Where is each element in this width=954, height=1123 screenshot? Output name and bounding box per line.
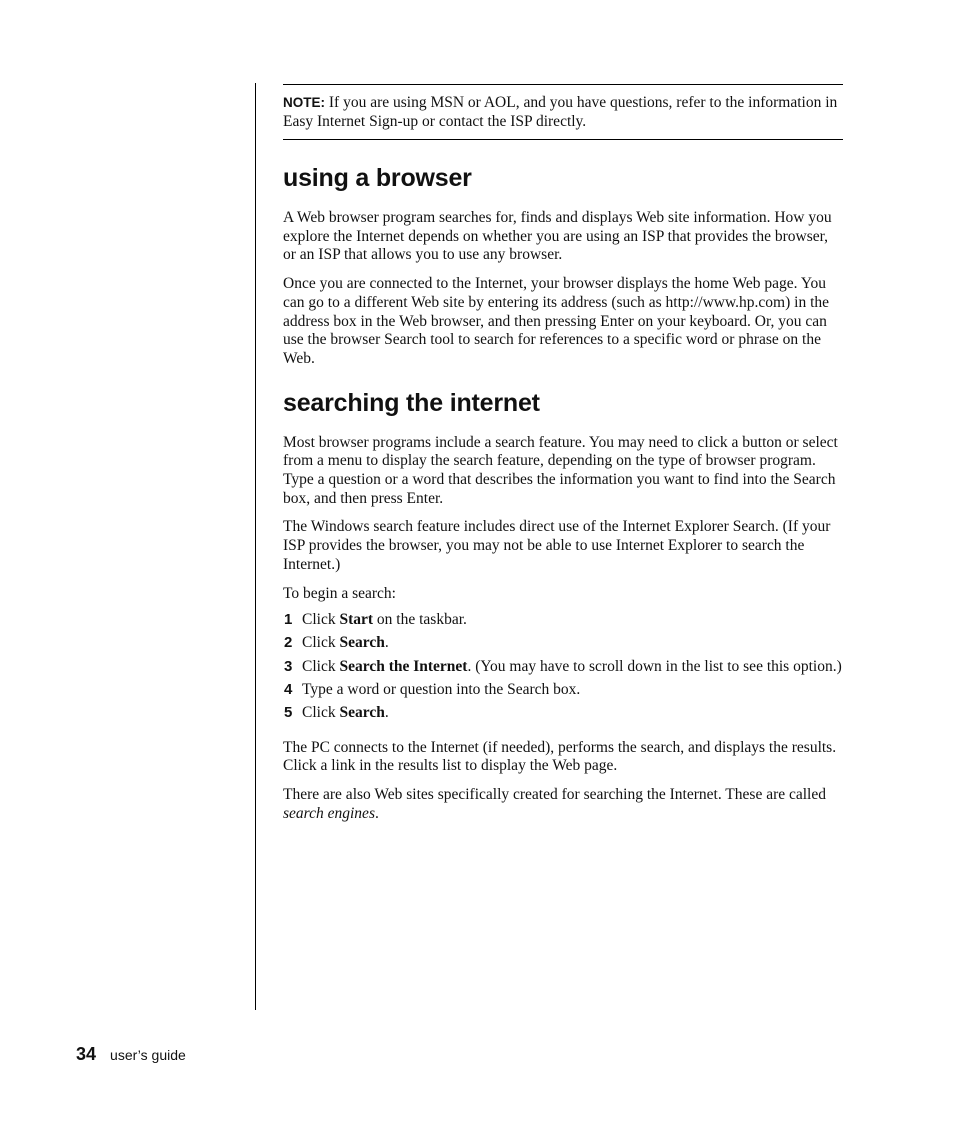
search-paragraph-2: The Windows search feature includes direct use of the Internet Explorer Search. (If your ISP provides the browser, you may not be able to use Internet Explorer to search the Internet.) (283, 518, 831, 573)
browser-paragraph-1: A Web browser program searches for, finds and displays Web site information. How you explore the Internet depends on whether you are using an ISP that provides the browser, or an ISP that allows you to use any browser. (283, 209, 832, 264)
step-number: 3 (284, 657, 293, 675)
step-bold-text: Search (339, 704, 385, 722)
browser-paragraph-2: Once you are connected to the Internet, your browser displays the home Web page. You can go to a different Web site by entering its address (such as http://www.hp.com) in the address box in the Web browser, and then pressing Enter on your keyboard. Or, you can use the browser Search tool to search for references to a specific word or phrase on the Web. (283, 275, 830, 367)
step-bold-text: Search the Internet (339, 657, 468, 675)
paragraph-text: . (374, 804, 379, 822)
step-number: 4 (284, 680, 293, 698)
search-paragraph-1: Most browser programs include a search feature. You may need to click a button or select from a menu to display the search feature, depending on the type of browser program. Type a question or a word that describes the information you want to find into the Search box, and then press Enter. (283, 433, 838, 507)
step-text: . (384, 704, 389, 722)
step-text: . (384, 634, 389, 652)
search-paragraph-4: The PC connects to the Internet (if needed), performs the search, and displays the results. Click a link in the results list to display the Web page. (283, 738, 837, 775)
note-box (283, 84, 843, 140)
note-label: NOTE: (283, 95, 325, 110)
step-bold-text: Start (339, 611, 374, 629)
list-item (283, 658, 843, 677)
step-text: Type a word or question into the Search box. (302, 680, 581, 698)
step-number: 2 (284, 634, 293, 652)
step-text: . (You may have to scroll down in the list to see this option.) (467, 657, 842, 675)
step-text: Click (302, 704, 340, 722)
list-item (283, 681, 843, 700)
heading-using-a-browser: using a browser (283, 164, 472, 192)
page-content (283, 84, 843, 824)
page-footer (76, 1044, 186, 1068)
list-item (283, 634, 843, 653)
search-engines-term: search engines (283, 804, 375, 822)
step-number: 5 (284, 704, 293, 722)
paragraph-text: There are also Web sites specifically created for searching the Internet. These are called (283, 786, 826, 804)
step-text: Click (302, 611, 340, 629)
margin-rule (255, 83, 256, 1010)
list-item (283, 704, 843, 723)
step-bold-text: Search (339, 634, 385, 652)
page-number: 34 (76, 1044, 97, 1064)
search-paragraph-5 (283, 786, 843, 823)
search-paragraph-3: To begin a search: (283, 584, 396, 602)
step-text: on the taskbar. (373, 611, 467, 629)
list-item (283, 611, 843, 630)
note-text: If you are using MSN or AOL, and you have questions, refer to the information in Easy Internet Sign-up or contact the ISP directly. (283, 94, 838, 130)
step-text: Click (302, 634, 340, 652)
step-text: Click (302, 657, 340, 675)
search-steps-list (283, 611, 843, 723)
heading-searching-the-internet: searching the internet (283, 388, 540, 417)
guide-label: user’s guide (110, 1047, 186, 1063)
step-number: 1 (284, 611, 293, 629)
